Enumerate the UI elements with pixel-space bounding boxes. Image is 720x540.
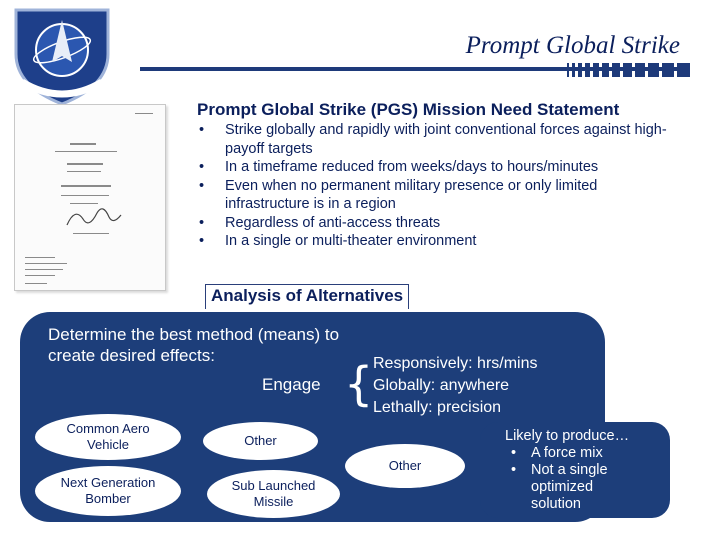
mission-need-statement-document-image — [14, 104, 166, 291]
oval-label: Other — [244, 433, 277, 448]
mns-bullet: • Regardless of anti-access threats — [195, 214, 675, 233]
oval-label: Other — [388, 458, 422, 473]
oval-common-aero-vehicle — [35, 414, 181, 460]
oval-other-1 — [203, 422, 318, 460]
effect-responsively: Responsively: hrs/mins — [373, 355, 538, 372]
determine-label: Determine the best method (means) to create desired effects: — [48, 325, 340, 365]
mns-bullet: • Strike globally and rapidly with joint conventional forces against high-payoff targets — [195, 121, 675, 158]
oval-label: Sub Launched Missile — [231, 478, 316, 509]
likely-item: • Not a single optimized solution — [505, 462, 641, 513]
mns-heading: Prompt Global Strike (PGS) Mission Need Statement — [197, 100, 620, 119]
mns-bullet-list — [195, 121, 675, 251]
air-force-space-command-logo — [8, 6, 116, 106]
left-brace-icon: { — [344, 357, 374, 411]
likely-item: • A force mix — [505, 445, 665, 462]
oval-sub-launched-missile — [207, 470, 340, 518]
slide-title: Prompt Global Strike — [465, 32, 680, 59]
likely-list — [505, 445, 665, 513]
likely-block — [505, 428, 665, 513]
mns-bullet: • Even when no permanent military presence or only limited infrastructure is in a region — [195, 177, 675, 214]
oval-other-2 — [345, 444, 465, 488]
engage-label: Engage — [262, 375, 321, 394]
oval-label: Common Aero Vehicle — [66, 421, 150, 452]
decorative-tick-bars — [300, 63, 690, 77]
mns-bullet: • In a timeframe reduced from weeks/days to hours/minutes — [195, 158, 675, 177]
oval-next-generation-bomber — [35, 466, 181, 516]
analysis-of-alternatives-label: Analysis of Alternatives — [205, 284, 409, 309]
oval-label: Next Generation Bomber — [60, 475, 156, 506]
effect-lethally: Lethally: precision — [373, 399, 502, 416]
effect-globally: Globally: anywhere — [373, 377, 510, 394]
likely-heading: Likely to produce… — [505, 428, 630, 444]
determine-text — [48, 324, 368, 366]
mns-bullet: • In a single or multi-theater environment — [195, 232, 675, 251]
